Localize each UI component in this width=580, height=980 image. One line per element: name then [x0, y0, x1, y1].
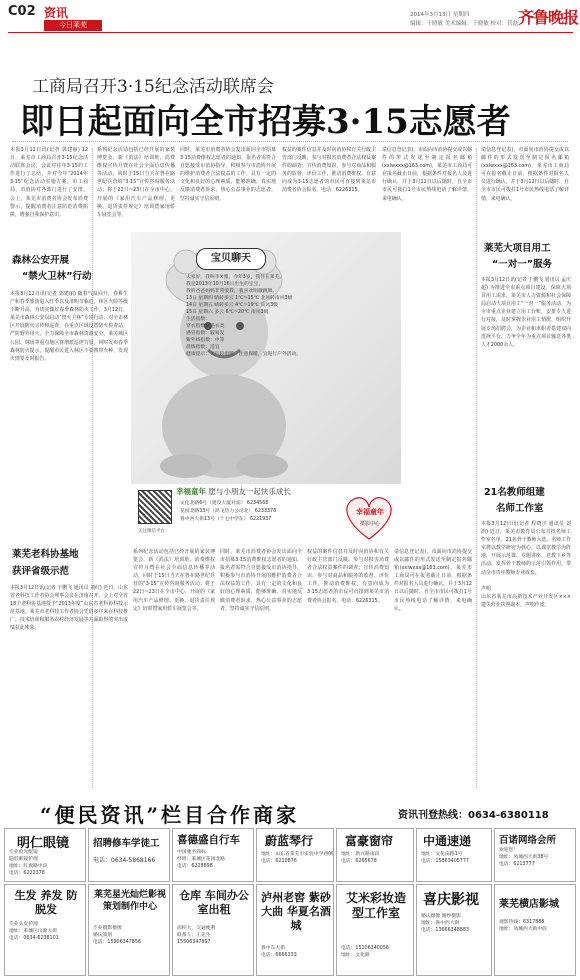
- article-col-3: 同时，莱芜市消费者协会发出面向全市招募3·15消费维权志愿者的通知，报名者需符合自愿接受市消协指导，积极参与市消协开展的维护消费者合法权益的工作，具有一定的文化和良好的心理素质，能够准确、真实地反映消费者诉求，热心公益事业的志愿者，坚持诚实守信原则。: [180, 147, 276, 202]
- ad-title: 艾米彩妆造型工作室: [345, 891, 406, 920]
- ad-text: 地址：新兴路南段 电话：6265678: [341, 852, 380, 864]
- ad-text: 鲁中东大街 电话：6666333: [261, 946, 297, 958]
- ad-text: 专业验光配镜 隐形眼镜护理 地址：红旗路中段 电话：6222378: [9, 850, 48, 876]
- ad-hair-care[interactable]: [4, 884, 86, 976]
- page-header: [0, 0, 580, 36]
- issue-date: 2014年3月13日 星期四: [410, 12, 470, 18]
- ad-text: 专业头皮护理 地址：莱城区汶源大街 电话：0634-6238101: [9, 922, 59, 941]
- story-title-forest: 森林公安开展: [12, 255, 70, 266]
- ad-title: 莱芜横店影城: [499, 899, 559, 910]
- article-cont-col-5: 请信息登记表)，市面向市消协提交或以邮件的形式发送至制定报名邮箱(xxlwxxx@163.com)，莱芜市工商局可在报名截止日前，根据条件对报名人员进行确认，并于3月12日以后随时，自全市市民可拨打1号市民热线电话了解详情，来电确认。: [394, 549, 472, 612]
- story-subtitle-jobs: “一对一”服务: [492, 259, 552, 270]
- ad-title: 蔚蓝琴行: [265, 834, 314, 848]
- ad-title: 喜庆影视: [423, 892, 479, 908]
- ad-text: 电话：15106340056 地址：文化路: [341, 946, 389, 958]
- story-body-science: 本报3月12日讯(记者 于鹏飞 通讯员 刘红) 近日，山东省老科技工作者协会理事会议在济南召开，会上对全省18个老科协基地授予“2013年度”山东省老科协科技示范基地。莱芜市老科技工作者协会凭借多年来在科技推广、技术培训和服务农村经济发展等方面取得的突出成绩获此殊荣。: [10, 585, 128, 632]
- ad-text: 中国驰名商标 经销：莱城区花园北路 电话：6228898: [177, 850, 225, 869]
- ad-title: 仓库 车间办公室出租: [179, 889, 249, 916]
- ad-title: 百诺网络会所: [499, 835, 557, 846]
- masthead-logo: 齐鲁晚报: [518, 8, 579, 27]
- ad-title: 喜德盛自行车: [177, 834, 240, 846]
- article-kicker: 工商局召开3·15纪念活动联席会: [32, 77, 274, 97]
- column-divider: [476, 148, 477, 788]
- ad-title: 生发 养发 防脱发: [14, 889, 78, 916]
- ad-title: 泸州老窖 紫砂大曲 华夏名酒城: [261, 891, 331, 932]
- baby-photo: [131, 232, 401, 484]
- ad-luzhou-laojiao[interactable]: [256, 884, 334, 976]
- subsection-label: 今日莱芜: [44, 20, 102, 31]
- story-subtitle-teachers: 名师工作室: [496, 503, 544, 514]
- article-col-6: 请信息登记表)，市面向市消协提交或以邮件的形式发送至制定报名邮箱(xxlwxxx@163.com)，莱芜市工商局可在报名截止日前，根据条件对报名人员进行确认，并于3月12日以后随时，自全市市民可拨打1号市民热线电话了解详情，来电确认。: [481, 147, 569, 202]
- ad-title: 招聘修车学徒工: [93, 838, 160, 849]
- baby-profile-text: 大家好，我叫李×雅，今年3岁，我住在莱芜。 我是2013年10月16日出生的宝宝， 我的爸爸妈妈非常爱我，我喜欢唱歌跳舞。 13日 星期四 晴转多云 1℃~15℃ 北风转南风3级 14日 星期五 晴转多云 4℃~19℃ 南风3级 15日 星期六 多云 6℃~20℃ 南风3级 生活指数： 穿衣指数：毛衣类 感冒指数：较易发 紫外线指数：中等 晨练指数：适宜 健康提示：天气较温暖，注意保暖，宜进行户外活动。: [186, 275, 302, 357]
- ad-xiqing-video[interactable]: [416, 884, 492, 976]
- section-title: 资讯: [44, 6, 69, 20]
- ad-text: 观影热线：6317888 地址：凤城西大街中段: [499, 920, 547, 932]
- editors-credit: 编辑：于晓敏 美术编辑：于晓敏 校对：管磊: [410, 21, 518, 27]
- article-col-4: 权益的案件信息并及时向消协和有关行政主管部门反映，参与对损害消费者合法权益案件的调查；宣传消费知识，参与对商品和服务的监督、评价工作，推动消费维权。有意向成为3·15志愿者的市民可直接到莱芜市消费者协会报名，电话：6226315。: [282, 147, 376, 194]
- story-subtitle-forest: “禁火卫林”行动: [22, 271, 92, 282]
- story-body-forest: 本报3月12日讯(记者 郭建丽) 随着气温回升，春耕生产和春季旅游进入旺季以及清明节临近，林区火险等级不断升高。为切实做好春季森林防火工作，3月12日，莱芜市森林公安局启动“禁火卫林”专项行动，对全市林区开展防火宣传和巡查，在重点区域设置防火检查站，严防野外用火，全力保障全市森林资源安全。莱芜城区公园、林场等重点地区将增派巡逻力量，同时发布春季森林防火提示，提醒市民进入林区不要携带火种，发现火情要及时报告。: [10, 291, 128, 362]
- article-col-1: 本报3月12日讯(记者 郭建丽) 12日，莱芜市工商局召开3·15纪念活动联席会议，会议对往年3·15的工作进行了总结，并对今年“2014年3·15”纪念活动实施方案，市工商局、市消协对各部门进行了安排。会上，莱芜市消费者协会发布消费警示，提醒消费者注意防范消费陷阱，增强自我保护意识。: [10, 147, 88, 218]
- ad-aimi-makeup[interactable]: [336, 884, 414, 976]
- ad-title: 莱芜星光灿烂影视策划制作中心: [93, 890, 166, 912]
- ad-text: 婚庆摄像 婚纱摄影 地址：鲁中西大街 电话：13666348883: [421, 914, 469, 933]
- article-col-2: 系列纪念活动包括已经开展的家装博览会、新《消法》培训班、消费维权宣传月暨在社会全面信息传播等活动。同时于15日当天在鲁在路世纪兵营的“3·15”宣传咨询服务活动；将于22日~23日在全市中心，开展的《家用汽车产品修理、更换、退货责任规定》培训暨家用轿车展览会等。: [97, 147, 175, 218]
- ad-weilan-piano[interactable]: [256, 828, 334, 882]
- article-headline: 即日起面向全市招募3·15志愿者: [20, 102, 511, 142]
- tongnian-addresses: 文化北路6号（建设大厦对面） 6234568 花园北路33号（鸿飞热力公司北） 6233378 鲁中西大街13号（十七中学东） 6221937: [180, 501, 277, 522]
- heart-logo-icon: [340, 493, 398, 543]
- story-title-teachers: 21名教师组建: [484, 487, 545, 498]
- baby-chat-badge: 宝贝聊天: [196, 248, 266, 270]
- ad-fuhao-curtains[interactable]: [336, 828, 414, 882]
- ad-text: 电话：0634-5868166: [93, 857, 156, 864]
- ad-bainuo-netcafe[interactable]: [494, 828, 576, 882]
- ad-warehouse-rent[interactable]: [172, 884, 254, 976]
- header-rule: [8, 32, 573, 33]
- ad-text: 地址：山东省莱芜市实验中学西侧 电话：6210876: [261, 852, 333, 864]
- ad-text: 地址：文化南路1号 电话：15863405777: [421, 852, 469, 864]
- qr-label: 关注微信平台: [138, 529, 165, 534]
- story-subtitle-science: 获评省级示范: [12, 566, 70, 577]
- tongnian-slogan-text: 愿与小朋友一起快乐成长: [208, 487, 291, 496]
- article-cont-col-2: 系列纪念活动包括已经开展的家装博览会、新《消法》培训班、消费维权宣传月暨在社会全面信息传播等活动。同时于15日当天在鲁在路世纪兵营的“3·15”宣传咨询服务活动；将于22日~23日在全市中心，开展的《家用汽车产品修理、更换、退货责任规定》培训暨家用轿车展览会等。: [133, 549, 215, 612]
- heart-logo-sub: 摄影中心: [359, 521, 380, 527]
- ad-xidesheng-bike[interactable]: [172, 828, 254, 882]
- ad-text: 面积大，交通便利 联系人：王先生 15506347897: [177, 926, 216, 945]
- partners-title: “便民资讯”栏目合作商家: [40, 803, 300, 827]
- article-col-5: 请信息登记表)，市面向市消协提交或以邮件的形式发送至制定报名邮箱(xxlwxxx@163.com)，莱芜市工商局可在报名截止日前，根据条件对报名人员进行确认，并于3月12日以后随时，自全市市民可拨打1号市民热线电话了解详情，来电确认。: [382, 147, 472, 202]
- ad-title: 富豪窗帘: [345, 834, 394, 848]
- ad-recruit-apprentice[interactable]: [88, 828, 170, 882]
- ad-xingguang-studio[interactable]: [88, 884, 170, 976]
- tongnian-brand: 幸福童年: [176, 487, 206, 496]
- story-body-jobs: 本报3月12日讯(记者 于鹏飞 通讯员 孟庆超) 为推进全市重点项目建设，保障大项目用工需求，莱芜市人力资源和社会保障局启动大项目用工“一对一”服务活动，为全市重点企业建立用工台账，安排专人进行对接，及时掌握企业用工情况，组织开展专场招聘会，为企业和求职者搭建双向选择平台，力争全年为重点项目输送各类人才2000余人。: [481, 277, 571, 348]
- ad-text: 欢迎您！ 地址：凤城西大街38号 电话：6213777: [499, 848, 549, 867]
- article-cont-col-4: 权益的案件信息并及时向消协和有关行政主管部门反映，参与对损害消费者合法权益案件的调查；宣传消费知识，参与对商品和服务的监督、评价工作，推动消费维权。有意向成为3·15志愿者的市民可直接到莱芜市消费者协会报名，电话：6226315。: [307, 549, 389, 604]
- story-title-science: 莱芜老科协基地: [12, 549, 79, 560]
- qr-code: [138, 490, 172, 524]
- page-number: C02: [8, 4, 36, 19]
- tongnian-slogan: [176, 486, 291, 497]
- heart-logo-title: 幸福童年: [356, 507, 384, 516]
- headline-divider: [12, 141, 568, 142]
- ad-hengdian-cinema[interactable]: [494, 884, 576, 976]
- ad-title: 中通速递: [423, 834, 472, 848]
- ad-text: 专业摄影摄像 婚庆策划 电话：15906347856: [93, 926, 141, 945]
- article-cont-col-3: 同时，莱芜市消费者协会发出面向全市招募3·15消费维权志愿者的通知，报名者需符合自愿接受市消协指导，积极参与市消协开展的维护消费者合法权益的工作，具有一定的文化和良好的心理素质，能够准确、真实地反映消费者诉求，热心公益事业的志愿者，坚持诚实守信原则。: [220, 549, 302, 612]
- ad-zhongtong-express[interactable]: [416, 828, 492, 882]
- ad-mingren-glasses[interactable]: [4, 828, 86, 882]
- story-body-teachers: 本报3月12日讯(记者 程晓宇 通讯员 刘鸿) 近日，莱芜市教育局公布首批名师工作室名单，21名骨干教师入选。名师工作室将以教学研究为核心，以课堂教学为阵地，开展示范课、专题讲座、送教下乡等活动，发挥骨干教师的示范引领作用，带动全市青年教师专业成长。 声明 山东省莱芜市高新技术产业开发区×××遗失营业执照副本，声明作废。: [481, 521, 571, 608]
- ad-title: 明仁眼镜: [17, 836, 70, 851]
- partners-hotline: 资讯刊登热线：0634-6380118: [398, 810, 549, 821]
- story-title-jobs: 莱芜大项目用工: [484, 243, 551, 254]
